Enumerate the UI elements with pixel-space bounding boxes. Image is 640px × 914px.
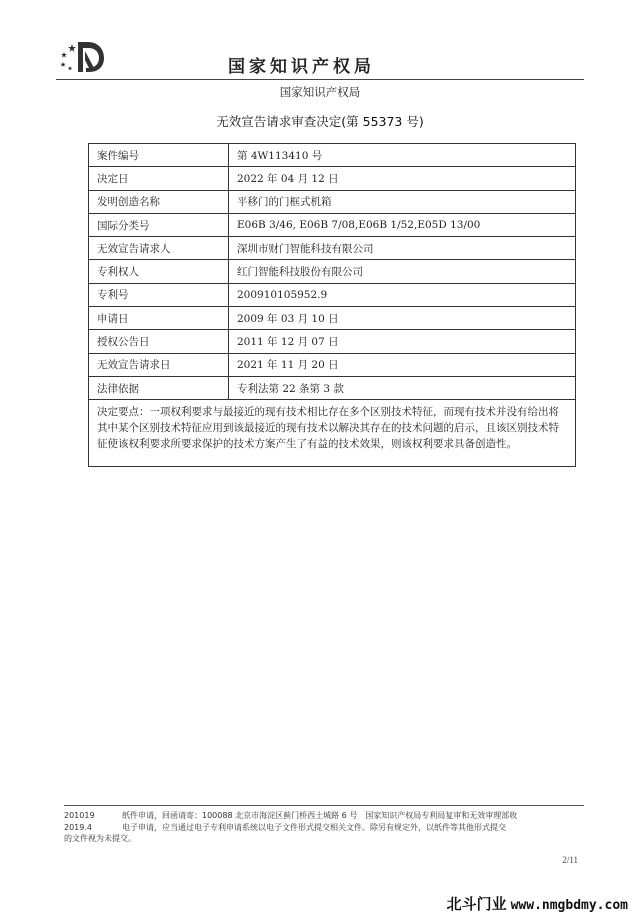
row-value: 2009 年 03 月 10 日 — [229, 307, 576, 330]
row-value: 专利法第 22 条第 3 款 — [229, 376, 576, 399]
form-version: 2019.4 — [64, 822, 92, 832]
row-value: 2022 年 04 月 12 日 — [229, 167, 576, 190]
footer-rule — [64, 805, 584, 806]
row-label: 案件编号 — [89, 144, 229, 167]
row-value: 深圳市财门智能科技有限公司 — [229, 237, 576, 260]
watermark-brand: 北斗门业 — [446, 895, 507, 913]
footer-line-3: 的文件视为未提交。 — [64, 834, 136, 843]
decision-summary: 决定要点：一项权利要求与最接近的现有技术相比存在多个区别技术特征，而现有技术并没有给出将其中某个区别技术特征应用到该最接近的现有技术以解决其存在的技术问题的启示，且该区别技术特征使该权利要求所要求保护的技术方案产生了有益的技术效果，则该权利要求具备创造性。 — [89, 400, 576, 467]
row-value: 红门智能科技股份有限公司 — [229, 260, 576, 283]
cnipa-logo — [58, 38, 106, 74]
row-value: 200910105952.9 — [229, 283, 576, 306]
summary-row — [89, 400, 576, 467]
row-label: 国际分类号 — [89, 213, 229, 236]
page-number: 2/11 — [562, 855, 578, 865]
row-value: 第 4W113410 号 — [229, 144, 576, 167]
table-row — [89, 307, 576, 330]
row-label: 发明创造名称 — [89, 190, 229, 213]
footer-notes — [64, 810, 584, 845]
office-name: 国家知识产权局 — [228, 57, 375, 77]
row-label: 决定日 — [89, 167, 229, 190]
case-info-table — [88, 143, 576, 467]
row-label: 授权公告日 — [89, 330, 229, 353]
row-value: 平移门的门框式机箱 — [229, 190, 576, 213]
header-rule — [56, 79, 584, 80]
footer-line-2: 电子申请，应当通过电子专利申请系统以电子文件形式提交相关文件。除另有规定外，以纸件等其他形式提交 — [122, 822, 506, 832]
table-row — [89, 353, 576, 376]
row-value: 2011 年 12 月 07 日 — [229, 330, 576, 353]
row-label: 无效宣告请求人 — [89, 237, 229, 260]
row-label: 法律依据 — [89, 376, 229, 399]
footer-line-1: 纸件申请，回函请寄：100088 北京市海淀区蓟门桥西土城路 6 号 国家知识产权局专利局复审和无效审理部收 — [122, 811, 518, 820]
watermark — [447, 893, 628, 914]
row-label: 专利权人 — [89, 260, 229, 283]
table-row — [89, 260, 576, 283]
table-row — [89, 376, 576, 399]
table-row — [89, 283, 576, 306]
document-title: 无效宣告请求审查决定(第 55373 号) — [216, 114, 424, 129]
row-label: 申请日 — [89, 307, 229, 330]
row-value: 2021 年 11 月 20 日 — [229, 353, 576, 376]
table-row — [89, 190, 576, 213]
row-label: 专利号 — [89, 283, 229, 306]
table-row — [89, 330, 576, 353]
watermark-url: www.nmgbdmy.com — [510, 898, 628, 913]
form-code: 201019 — [64, 811, 95, 820]
table-row — [89, 144, 576, 167]
row-value: E06B 3/46, E06B 7/08,E06B 1/52,E05D 13/00 — [229, 213, 576, 236]
row-label: 无效宣告请求日 — [89, 353, 229, 376]
table-row — [89, 167, 576, 190]
table-row — [89, 237, 576, 260]
sub-office: 国家知识产权局 — [279, 85, 361, 99]
table-row — [89, 213, 576, 236]
